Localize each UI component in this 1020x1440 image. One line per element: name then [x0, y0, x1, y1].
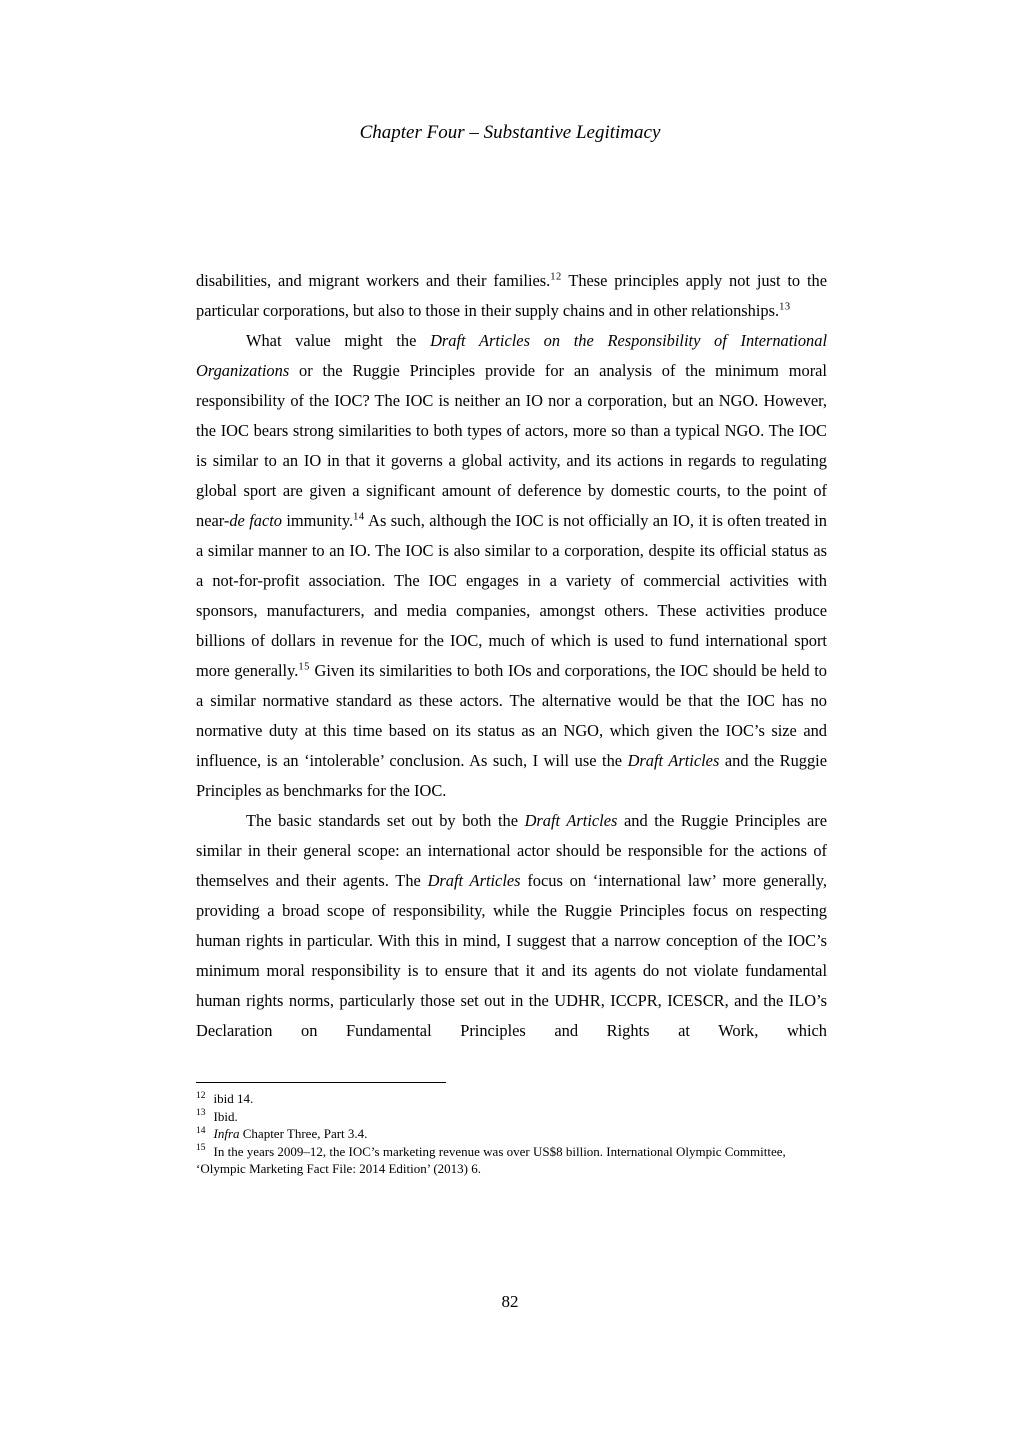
footnotes-section	[196, 1082, 827, 1178]
italic-text-segment: Infra	[213, 1126, 240, 1141]
italic-text-segment: Draft Articles	[524, 811, 618, 830]
footnote-15	[196, 1143, 827, 1178]
italic-text-segment: Draft Articles on the Responsibility of International Organizations	[196, 331, 827, 380]
footnote-text	[214, 1109, 238, 1124]
italic-text-segment: Draft Articles	[427, 871, 521, 890]
footnote-text	[214, 1091, 254, 1106]
italic-text-segment: de facto	[229, 511, 282, 530]
text-segment: immunity.	[281, 511, 354, 530]
footnote-number: 12	[196, 1090, 206, 1101]
footnote-ref: 12	[550, 271, 562, 283]
text-segment: or the Ruggie Principles provide for an analysis of the minimum moral responsibility of the IOC? The IOC is neither an IO nor a corporation, but an NGO. However, the IOC bears strong similarities to both types of actors, more so than a typical NGO. The IOC is similar to an IO in that it governs a global activity, and its actions in regards to regulating global sport are given a significant amount of deference by domestic courts, to the point of near-	[196, 361, 827, 530]
text-segment: The basic standards set out by both the	[246, 811, 525, 830]
text-segment: Chapter Three, Part 3.4.	[239, 1126, 368, 1141]
footnote-ref: 14	[353, 511, 365, 523]
text-segment: Ibid.	[213, 1108, 238, 1124]
text-segment: Given its similarities to both IOs and corporations, the IOC should be held to a similar normative standard as these actors. The alternative would be that the IOC has no normative duty at this time based on its status as an NGO, which given the IOC’s size and influence, is an ‘intolerable’ conclusion. As such, I will use the	[196, 661, 827, 770]
footnote-separator-rule	[196, 1082, 446, 1083]
footnote-14	[196, 1125, 827, 1143]
footnote-12	[196, 1090, 827, 1108]
footnote-number: 13	[196, 1108, 206, 1119]
text-segment: and the Ruggie Principles are similar in their general scope: an international actor should be responsible for the actions of themselves and their agents. The	[196, 811, 827, 890]
text-segment: disabilities, and migrant workers and their families.	[196, 271, 551, 290]
paragraph-continuation	[196, 266, 827, 326]
body-text	[196, 266, 827, 1046]
text-segment: These principles apply not just to the particular corporations, but also to those in their supply chains and in other relationships.	[196, 271, 827, 320]
text-segment: As such, although the IOC is not officially an IO, it is often treated in a similar manner to an IO. The IOC is also similar to a corporation, despite its official status as a not-for-profit association. The IOC engages in a variety of commercial activities with sponsors, manufacturers, and media companies, amongst others. These activities produce billions of dollars in revenue for the IOC, much of which is used to fund international sport more generally.	[196, 511, 827, 680]
footnote-number: 15	[196, 1143, 206, 1154]
footnote-text	[214, 1126, 368, 1141]
italic-text-segment: Draft Articles	[627, 751, 720, 770]
footnote-ref: 13	[779, 301, 791, 313]
footnote-ref: 15	[298, 661, 310, 673]
paragraph-basic-standards	[196, 806, 827, 1046]
text-segment: What value might the	[246, 331, 431, 350]
text-segment: and the Ruggie Principles as benchmarks for the IOC.	[196, 751, 827, 800]
chapter-header: Chapter Four – Substantive Legitimacy	[359, 122, 661, 143]
paragraph-draft-articles	[196, 326, 827, 806]
text-segment: focus on ‘international law’ more generally, providing a broad scope of responsibility, while the Ruggie Principles focus on respecting human rights in particular. With this in mind, I suggest that a narrow conception of the IOC’s minimum moral responsibility is to ensure that it and its agents do not violate fundamental human rights norms, particularly those set out in the UDHR, ICCPR, ICESCR, and the ILO’s Declaration on Fundamental Principles and Rights at Work, which	[196, 871, 827, 1040]
footnote-text	[196, 1144, 786, 1177]
text-segment: ibid 14.	[213, 1091, 254, 1106]
page-number: 82	[501, 1292, 519, 1311]
footnote-13	[196, 1108, 827, 1126]
text-segment: In the years 2009–12, the IOC’s marketing revenue was over US$8 billion. International Olympic Committee, ‘Olympic Marketing Fact File: 2014 Edition’ (2013) 6.	[196, 1143, 786, 1176]
footnote-number: 14	[196, 1125, 206, 1136]
